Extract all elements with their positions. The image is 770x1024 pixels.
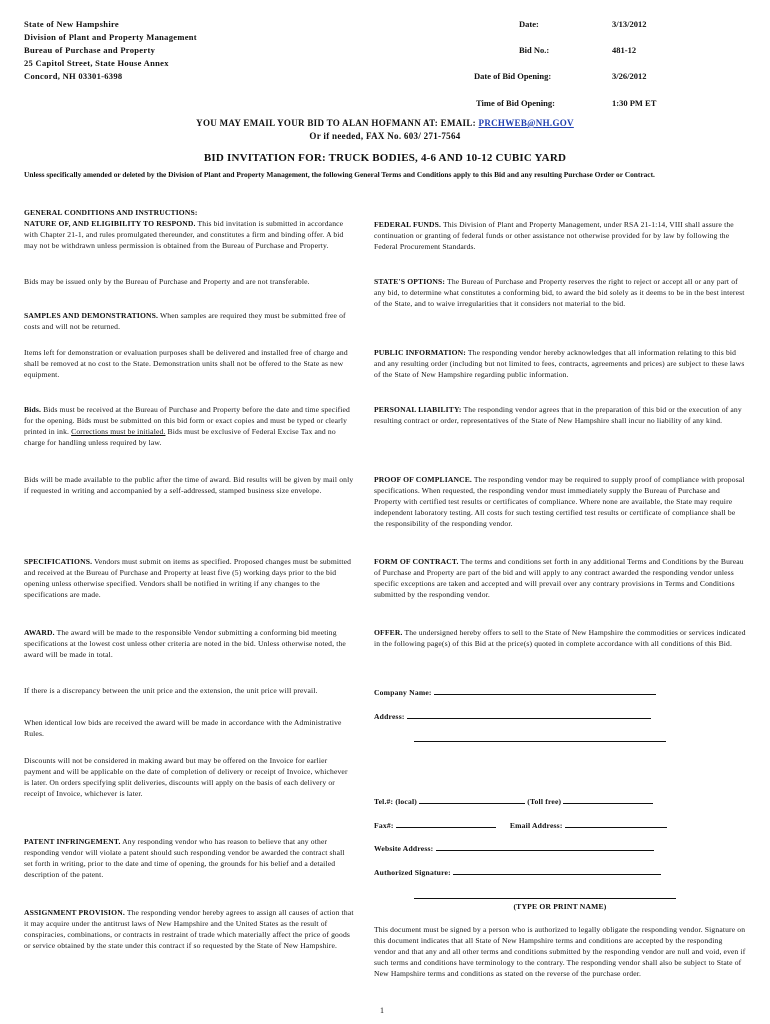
fax-input[interactable] <box>396 819 496 828</box>
corrections-note: Corrections must be initialed. <box>71 426 166 436</box>
email-link[interactable]: PRCHWEB@NH.GOV <box>478 118 574 128</box>
signature-notice-paragraph: This document must be signed by a person who is authorized to legally obligate the responding vendor. Signature on this document indicates that all State of New Hampshire terms and conditions are accepted by the responding vendor and that any and all other terms and conditions submitted by the responding vendor are null and void, even if such terms and conditions have terminology to the contrary. The responding vendor shall also be subject to State of New Hampshire terms and conditions as stated on the reverse of the purchase order. <box>374 925 746 978</box>
website-field <box>374 842 654 853</box>
samples-heading: SAMPLES AND DEMONSTRATIONS. <box>24 311 159 320</box>
bids-paragraph <box>24 405 354 449</box>
telephone-field <box>374 795 653 806</box>
form-of-contract-text: The terms and conditions set forth in any additional Terms and Conditions by the Bureau of Purchase and Property are part of the bid and will apply to any contract awarded the responding vendor unless specific exceptions are taken and accepted and will prevail over any contrary provisions in Terms and Conditions submitted by the responding vendor. <box>374 557 744 599</box>
samples-paragraph <box>24 311 354 333</box>
patent-paragraph <box>24 837 354 881</box>
bids-tail: Bids must be exclusive of Federal Excise Tax and no charge for handling unless required by law. <box>24 426 336 447</box>
telephone-local-input[interactable] <box>419 795 525 804</box>
type-or-print-caption: (TYPE OR PRINT NAME) <box>513 902 607 911</box>
email-notice-prefix: YOU MAY EMAIL YOUR BID TO ALAN HOFMANN AT: EMAIL: <box>196 118 479 128</box>
company-name-field <box>374 686 656 697</box>
personal-liability-paragraph <box>374 405 746 427</box>
general-heading: GENERAL CONDITIONS AND INSTRUCTIONS: <box>24 208 198 217</box>
meta-opening-time-label: Time of Bid Opening: <box>476 98 555 108</box>
address-input-line-2[interactable] <box>414 733 666 742</box>
meta-opening-time-value: 1:30 PM ET <box>612 98 657 108</box>
email-address-input[interactable] <box>565 819 667 828</box>
proof-of-compliance-text: The responding vendor may be required to supply proof of compliance with proposal specifications. When requested, the responding vendor must immediately supply the Bureau of Purchase and Property with certified test results or certificates of compliance. Where none are available, the State may require independent laboratory testing. All costs for such testing certified test results or certificate of compliance shall be the responsibility of the responding vendor. <box>374 475 745 528</box>
public-information-paragraph <box>374 348 746 381</box>
agency-line: Bureau of Purchase and Property <box>24 45 156 55</box>
federal-funds-heading: FEDERAL FUNDS. <box>374 220 442 229</box>
patent-heading: PATENT INFRINGEMENT. <box>24 837 121 846</box>
address-field-line-2 <box>414 733 666 744</box>
address-label: Address: <box>374 712 405 721</box>
bids-heading: Bids. <box>24 405 42 414</box>
meta-bid-no-value: 481-12 <box>612 45 637 55</box>
assignment-heading: ASSIGNMENT PROVISION. <box>24 908 125 917</box>
form-of-contract-paragraph <box>374 557 746 601</box>
meta-opening-date-value: 3/26/2012 <box>612 71 647 81</box>
fax-line: Or if needed, FAX No. 603/ 271-7564 <box>309 131 461 141</box>
public-information-heading: PUBLIC INFORMATION: <box>374 348 466 357</box>
telephone-tollfree-label: (Toll free) <box>527 797 562 806</box>
bids-text: Bids must be received at the Bureau of Purchase and Property before the date and time specified for the opening. Bids must be submitted on this bid form or exact copies and must be typed or clearly printed in ink. <box>24 405 350 436</box>
offer-text: The undersigned hereby offers to sell to the State of New Hampshire the commodities or services indicated in the following page(s) of this Bid at the price(s) quoted in complete accordance with all conditions of this Bid. <box>374 628 746 648</box>
website-input[interactable] <box>436 842 654 851</box>
meta-bid-no-label: Bid No.: <box>519 45 550 55</box>
agency-line: Concord, NH 03301-6398 <box>24 71 123 81</box>
patent-text: Any responding vendor who has reason to believe that any other responding vendor will violate a patent should such responding vendor be awarded the contract shall set forth in writing, prior to the date and time of opening, the grounds for his belief and a detailed description of the patent. <box>24 837 345 879</box>
intro-paragraph: Unless specifically amended or deleted by the Division of Plant and Property Management, the following General Terms and Conditions apply to this Bid and any resulting Purchase Order or Contract. <box>24 170 655 179</box>
eligibility-text: This bid invitation is submitted in accordance with Chapter 21-1, and rules promulgated thereunder, and constitutes a firm and binding offer. A bid may not be withdrawn unless permission is obtained from the Bureau of Purchase and Property. <box>24 218 344 250</box>
federal-funds-paragraph <box>374 220 746 253</box>
samples-text: When samples are required they must be submitted free of costs and will not be returned. <box>24 311 346 331</box>
federal-funds-text: This Division of Plant and Property Management, under RSA 21-1:14, VIII shall assure the continuation or granting of federal funds or other assistance not otherwise provided for by law by following the Federal Procurement Standards. <box>374 220 734 251</box>
agency-address-block <box>24 18 197 83</box>
authorized-signature-label: Authorized Signature: <box>374 868 451 877</box>
print-name-input[interactable] <box>414 890 676 899</box>
agency-line: 25 Capitol Street, State House Annex <box>24 58 169 68</box>
states-options-heading: STATE'S OPTIONS: <box>374 277 446 286</box>
assignment-paragraph <box>24 908 354 952</box>
address-field <box>374 710 651 721</box>
bids-transfer-paragraph: Bids may be issued only by the Bureau of Purchase and Property and are not transferable. <box>24 277 310 286</box>
telephone-local-label: Tel.#: (local) <box>374 797 418 806</box>
proof-of-compliance-paragraph <box>374 475 746 530</box>
company-name-input[interactable] <box>434 686 656 695</box>
award-text: The award will be made to the responsible Vendor submitting a conforming bid meeting specifications at the lowest cost unless other criteria are noted in the bid. Unless otherwise noted, the award will be made in total. <box>24 628 346 659</box>
demonstration-paragraph: Items left for demonstration or evaluation purposes shall be delivered and installed free of charge and shall be removed at no cost to the State. Demonstration units shall not be offered to the State as new equipment. <box>24 348 348 379</box>
email-notice <box>0 118 770 128</box>
print-name-field <box>414 890 676 901</box>
states-options-text: The Bureau of Purchase and Property reserves the right to reject or accept all or any part of any bid, to determine what constitutes a conforming bid, to award the bid solely as it deems to be in the best interest of the State, and to waive irregularities that it considers not material to the bid. <box>374 277 745 308</box>
address-input-line-1[interactable] <box>407 710 651 719</box>
specifications-paragraph <box>24 557 354 601</box>
bid-results-paragraph: Bids will be made available to the public after the time of award. Bid results will be given by mail only if requested in writing and accompanied by a self-addressed, stamped business size envelope. <box>24 475 354 495</box>
fax-label: Fax#: <box>374 821 394 830</box>
telephone-tollfree-input[interactable] <box>563 795 653 804</box>
document-title: BID INVITATION FOR: TRUCK BODIES, 4-6 AND 10-12 CUBIC YARD <box>203 152 567 164</box>
agency-line: Division of Plant and Property Management <box>24 32 197 42</box>
eligibility-heading: NATURE OF, AND ELIGIBILITY TO RESPOND. <box>24 218 196 228</box>
states-options-paragraph <box>374 277 746 310</box>
offer-paragraph <box>374 628 746 650</box>
authorized-signature-input[interactable] <box>453 866 661 875</box>
meta-date-value: 3/13/2012 <box>612 19 647 29</box>
company-name-label: Company Name: <box>374 688 432 697</box>
award-heading: AWARD. <box>24 628 55 637</box>
form-of-contract-heading: FORM OF CONTRACT. <box>374 557 459 566</box>
agency-line: State of New Hampshire <box>24 19 119 29</box>
proof-of-compliance-heading: PROOF OF COMPLIANCE. <box>374 475 472 484</box>
meta-date-label: Date: <box>519 19 539 29</box>
personal-liability-text: The responding vendor agrees that in the preparation of this bid or the execution of any resulting contract or order, representatives of the State of New Hampshire shall incur no liability of any kind. <box>374 405 742 425</box>
specifications-heading: SPECIFICATIONS. <box>24 557 93 566</box>
assignment-text: The responding vendor hereby agrees to assign all causes of action that it may acquire under the antitrust laws of New Hampshire and the United States as the result of conspiracies, combinations, or contracts in restraint of trade which materially affect the price of goods or service obtained by the state under this contract if so requested by the State of New Hampshire. <box>24 908 354 950</box>
page-number: 1 <box>380 1006 384 1015</box>
public-information-text: The responding vendor hereby acknowledges that all information relating to this bid and any resulting order (including but not limited to fees, contracts, agreements and prices) are subject to these laws of the State of New Hampshire regarding public information. <box>374 348 745 379</box>
authorized-signature-field <box>374 866 661 877</box>
discrepancy-paragraph: If there is a discrepancy between the unit price and the extension, the unit price will prevail. <box>24 686 318 695</box>
fax-email-field <box>374 819 667 830</box>
personal-liability-heading: PERSONAL LIABILITY: <box>374 405 462 414</box>
offer-heading: OFFER. <box>374 628 403 637</box>
website-label: Website Address: <box>374 844 434 853</box>
meta-opening-date-label: Date of Bid Opening: <box>474 71 552 81</box>
general-conditions-block <box>24 208 354 252</box>
specifications-text: Vendors must submit on items as specified. Proposed changes must be submitted and received at the Bureau of Purchase and Property at least five (5) working days prior to the bid opening unless otherwise specified. Vendors shall be notified in writing if any changes to the specifications are made. <box>24 557 352 599</box>
identical-bids-paragraph: When identical low bids are received the award will be made in accordance with the Administrative Rules. <box>24 718 342 738</box>
discounts-paragraph: Discounts will not be considered in making award but may be offered on the Invoice for earlier payment and will be applicable on the date of completion of delivery or receipt of Invoice, whichever is later. On orders specifying split deliveries, discounts will apply on the basis of each delivery or receipt of Invoice, whichever is later. <box>24 756 348 798</box>
email-address-label: Email Address: <box>509 821 563 830</box>
award-paragraph <box>24 628 354 661</box>
